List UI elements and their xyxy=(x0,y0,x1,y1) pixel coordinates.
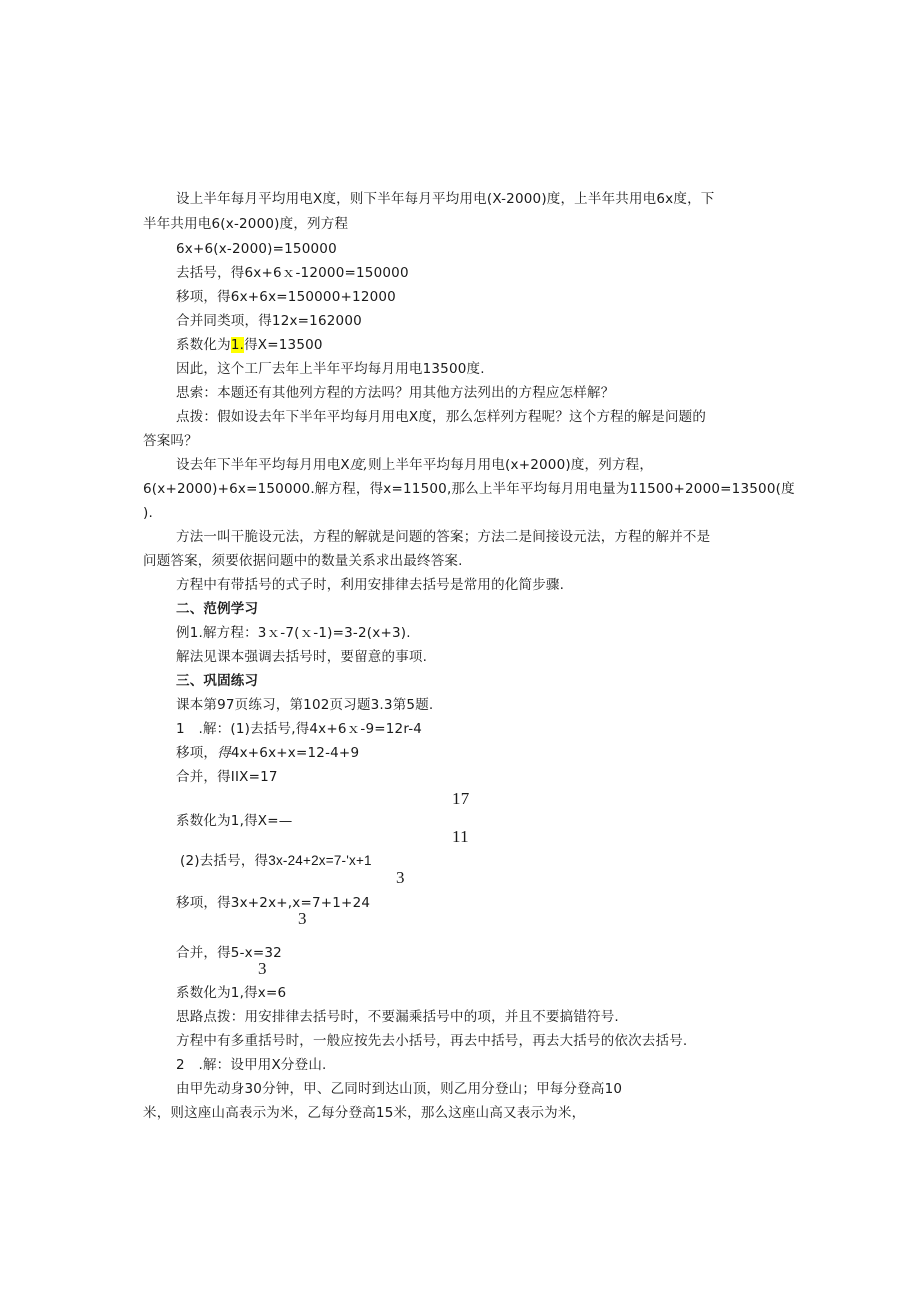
text-line xyxy=(176,456,653,474)
section-heading: 三、巩固练习 xyxy=(176,673,259,689)
equation-line: 合并，得IIX=17 xyxy=(176,769,278,785)
equation-line: 1 .解：(1)去括号,得4x+6ｘ-9=12r-4 xyxy=(176,721,423,737)
text-span: 得X=13500 xyxy=(244,337,323,353)
fraction-denominator: 3 xyxy=(258,959,267,978)
equation-line: 移项，得3x+2x+,x=7+1+24 xyxy=(176,895,371,911)
equation-line: 合并同类项，得12x=162000 xyxy=(176,313,362,329)
section-heading: 二、范例学习 xyxy=(176,601,259,617)
fraction-denominator: 3 xyxy=(396,868,405,887)
text-line: 解法见课本强调去括号时，要留意的事项. xyxy=(176,649,428,665)
text-line: 由甲先动身30分钟，甲、乙同时到达山顶，则乙用分登山；甲每分登高10 xyxy=(176,1081,623,1097)
text-line: 课本第97页练习，第102页习题3.3第5题. xyxy=(176,697,434,713)
text-line: 因此，这个工厂去年上半年平均每月用电13500度. xyxy=(176,361,485,377)
text-line: 6(x+2000)+6x=150000.解方程，得x=11500,那么上半年平均每月用电量为11500+2000=13500(度 xyxy=(143,481,795,497)
equation-line: 去括号，得6x+6ｘ-12000=150000 xyxy=(176,265,409,281)
equation-line: 移项，得6x+6x=150000+12000 xyxy=(176,289,396,305)
equation-line: 系数化为1,得x=6 xyxy=(176,985,287,1001)
italic-text: 度, xyxy=(349,457,369,473)
text-span: 则上半年平均每月用电(x+2000)度，列方程， xyxy=(368,457,654,473)
highlighted-text: 1. xyxy=(230,337,245,353)
text-line: 思索：本题还有其他列方程的方法吗？用其他方法列出的方程应怎样解？ xyxy=(176,385,615,401)
text-line: 半年共用电6(x-2000)度，列方程 xyxy=(143,216,349,232)
text-line: ). xyxy=(143,505,153,521)
equation-line: 合并，得5-x=32 xyxy=(176,945,282,961)
text-span: 系数化为 xyxy=(176,337,231,353)
text-line: 思路点拨：用安排律去括号时，不要漏乘括号中的项，并且不要搞错符号. xyxy=(176,1009,619,1025)
text-line: 米，则这座山高表示为米，乙每分登高15米，那么这座山高又表示为米， xyxy=(143,1105,586,1121)
text-span: 4x+6x+x=12-4+9 xyxy=(230,745,360,761)
text-line: 方程中有带括号的式子时，利用安排律去括号是常用的化简步骤. xyxy=(176,577,565,593)
text-span: 移项， xyxy=(176,745,218,761)
text-line: 2 .解：设甲用X分登山. xyxy=(176,1057,327,1073)
formula-text: 3x-24+2x=7-'x+1 xyxy=(268,853,372,868)
example-line: 例1.解方程：3ｘ-7(ｘ-1)=3-2(x+3). xyxy=(176,625,411,641)
text-line: 问题答案，须要依据问题中的数量关系求出最终答案. xyxy=(143,553,463,569)
fraction-numerator: 17 xyxy=(452,789,470,808)
italic-text: 得 xyxy=(217,745,231,761)
text-line: 方法一叫干脆设元法，方程的解就是问题的答案；方法二是间接设元法，方程的解并不是 xyxy=(176,529,711,545)
text-line: 设上半年每月平均用电X度，则下半年每月平均用电(X-2000)度，上半年共用电6x度，下 xyxy=(176,191,715,207)
equation-line xyxy=(176,336,323,354)
fraction-denominator: 3 xyxy=(298,909,307,928)
text-line: 方程中有多重括号时，一般应按先去小括号，再去中括号，再去大括号的依次去括号. xyxy=(176,1033,688,1049)
equation-line xyxy=(176,744,359,762)
fraction-denominator: 11 xyxy=(452,827,469,846)
text-line: 点拨：假如设去年下半年平均每月用电X度，那么怎样列方程呢？这个方程的解是问题的 xyxy=(176,409,707,425)
equation-line xyxy=(180,852,372,870)
equation-line: 6x+6(x-2000)=150000 xyxy=(176,241,337,257)
text-span: (2)去括号，得 xyxy=(180,853,269,869)
text-line: 答案吗？ xyxy=(143,433,198,449)
equation-line: 系数化为1,得X=— xyxy=(176,813,293,829)
text-span: 设去年下半年平均每月用电X xyxy=(176,457,350,473)
